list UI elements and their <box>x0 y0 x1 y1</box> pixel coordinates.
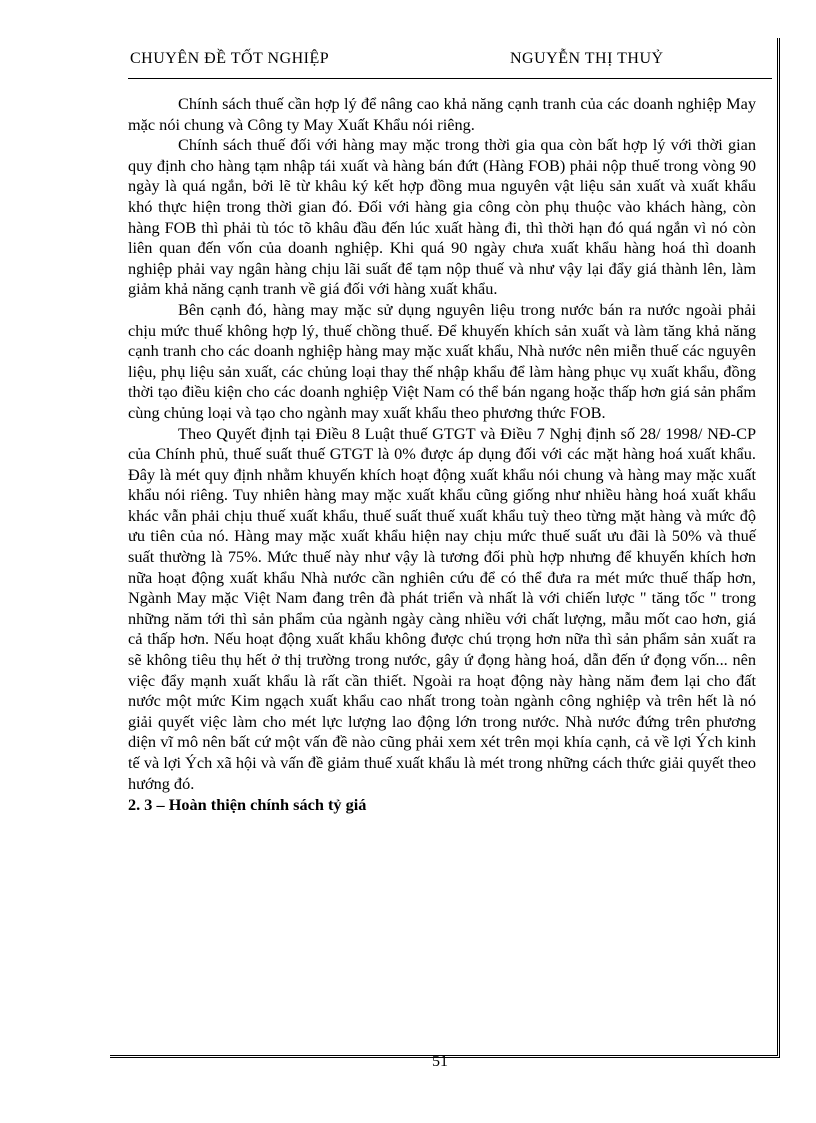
page-number: 51 <box>432 1053 448 1070</box>
section-heading: 2. 3 – Hoàn thiện chính sách tỷ giá <box>128 795 367 815</box>
page-header <box>128 44 772 79</box>
paragraph-1: Chính sách thuế cần hợp lý để nâng cao khả năng cạnh tranh của các doanh nghiệp May mặc nói chung và Công ty May Xuất Khẩu nói riêng. <box>128 94 756 134</box>
document-body <box>128 94 756 816</box>
paragraph-4: Theo Quyết định tại Điều 8 Luật thuế GTGT và Điều 7 Nghị định số 28/ 1998/ NĐ-CP của Chính phủ, thuế suất thuế GTGT là 0% được áp dụng đối với các mặt hàng hoá xuất khẩu. Đây là mét quy định nhằm khuyến khích hoạt động xuất khẩu nói chung và hàng may mặc xuất khẩu nói riêng. Tuy nhiên hàng may mặc xuất khẩu cũng giống như nhiều hàng hoá xuất khẩu khác vẫn phải chịu thuế xuất khẩu, thuế suất thuế xuất khẩu tuỳ theo từng mặt hàng và mức độ ưu tiên của nó. Hàng may mặc xuất khẩu hiện nay chịu mức thuế suất ưu đãi là 50% và thuế suất thường là 75%. Mức thuế này như vậy là tương đối phù hợp nhưng để khuyến khích hơn nữa hoạt động xuất khẩu Nhà nước cần nghiên cứu để có thể đưa ra mét mức thuế thấp hơn, Ngành May mặc Việt Nam đang trên đà phát triển và nhất là với chiến lược " tăng tốc " trong những năm tới thì sản phẩm của ngành ngày càng nhiều với chất lượng, mẫu mốt cao hơn, giá cả thấp hơn. Nếu hoạt động xuất khẩu không được chú trọng hơn nữa thì sản phẩm sản xuất ra sẽ không tiêu thụ hết ở thị trường trong nước, gây ứ đọng hàng hoá, dẫn đến ứ đọng vốn... nên việc đẩy mạnh xuất khẩu là rất cần thiết. Ngoài ra hoạt động này hàng năm đem lại cho đất nước một mức Kim ngạch xuất khẩu cao nhất trong toàn ngành công nghiệp và trên hết là nó giải quyết việc làm cho mét lực lượng lao động lớn trong nước. Nhà nước đứng trên phương diện vĩ mô nên bất cứ một vấn đề nào cũng phải xem xét trên mọi khía cạnh, cả về lợi Ých kinh tế và lợi Ých xã hội và vấn đề giảm thuế xuất khẩu là mét trong những cách thức giải quyết theo hướng đó. <box>128 423 756 793</box>
paragraph-3: Bên cạnh đó, hàng may mặc sử dụng nguyên liệu trong nước bán ra nước ngoài phải chịu mức thuế không hợp lý, thuế chồng thuế. Để khuyến khích sản xuất và làm tăng khả năng cạnh tranh cho các doanh nghiệp hàng may mặc xuất khẩu, Nhà nước nên miễn thuế các nguyên liệu, phụ liệu sản xuất, các chủng loại thay thế nhập khẩu để làm hàng phục vụ xuất khẩu, đồng thời tạo điều kiện cho các doanh nghiệp Việt Nam có thể bán ngang hoặc thấp hơn giá sản phẩm cùng chủng loại và tạo cho ngành may xuất khẩu theo phương thức FOB. <box>128 299 756 422</box>
paragraph-2: Chính sách thuế đối với hàng may mặc trong thời gia qua còn bất hợp lý với thời gian quy định cho hàng tạm nhập tái xuất và hàng bán đứt (Hàng FOB) phải nộp thuế trong vòng 90 ngày là quá ngắn, bởi lẽ từ khâu ký kết hợp đồng mua nguyên vật liệu sản xuất và xuất khẩu khó thực hiện trong thời gian đó. Đối với hàng gia công còn phụ thuộc vào khách hàng, còn hàng FOB thì phải tù tóc tõ khâu đầu đến lúc xuất hàng đi, thì thời hạn đó quá ngắn vì nó còn liên quan đến vốn của doanh nghiệp. Khi quá 90 ngày chưa xuất khẩu hàng hoá thì doanh nghiệp phải vay ngân hàng chịu lãi suất để tạm nộp thuế và như vậy lại đẩy giá thành lên, làm giảm khả năng cạnh tranh về giá đối với hàng xuất khẩu. <box>128 135 756 299</box>
header-author: NGUYỄN THỊ THUỶ <box>510 50 664 67</box>
header-title: CHUYÊN ĐỀ TỐT NGHIỆP <box>130 50 330 67</box>
